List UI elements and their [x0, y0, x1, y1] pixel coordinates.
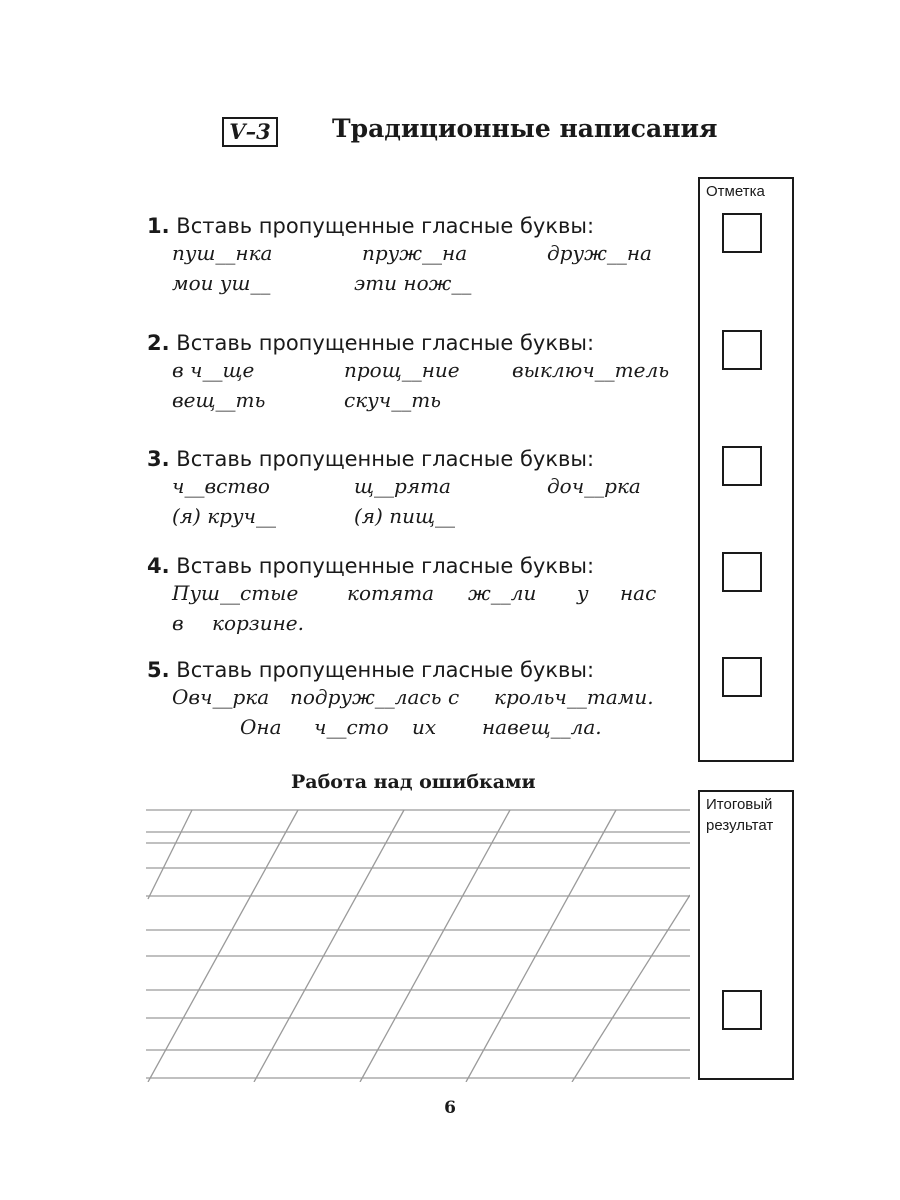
task-instruction — [147, 657, 692, 683]
work-section-title: Работа над ошибками — [291, 771, 536, 793]
word-gap-item[interactable]: друж__на — [547, 241, 652, 265]
task-2 — [147, 330, 692, 416]
word-gap-item[interactable]: нас — [620, 581, 657, 605]
word-gap-item[interactable]: щ__рята — [354, 474, 451, 498]
mark-checkbox-1[interactable] — [722, 213, 762, 253]
word-gap-item[interactable]: Пуш__стые — [172, 581, 299, 605]
word-gap-item[interactable]: выключ__тель — [512, 358, 670, 382]
page-title: Традиционные написания — [332, 114, 718, 143]
word-gap-item[interactable]: в ч__ще — [172, 358, 255, 382]
handwriting-grid[interactable] — [146, 806, 690, 1082]
word-gap-item[interactable]: пруж__на — [362, 241, 468, 265]
word-gap-item[interactable]: (я) пищ__ — [354, 504, 455, 528]
word-gap-item[interactable]: в — [172, 611, 184, 635]
task-number: 2. — [147, 331, 170, 355]
word-gap-item[interactable]: навещ__ла. — [482, 715, 602, 739]
word-gap-item[interactable]: крольч__тами. — [494, 685, 654, 709]
word-gap-item[interactable]: Овч__рка — [172, 685, 270, 709]
word-line — [172, 269, 692, 299]
word-gap-item[interactable]: скуч__ть — [344, 388, 442, 412]
task-3 — [147, 446, 692, 532]
word-line — [172, 713, 692, 743]
task-number: 4. — [147, 554, 170, 578]
word-gap-item[interactable]: котята — [347, 581, 435, 605]
word-gap-item[interactable]: корзине. — [212, 611, 304, 635]
task-instruction — [147, 553, 692, 579]
mark-checkbox-3[interactable] — [722, 446, 762, 486]
task-number: 1. — [147, 214, 170, 238]
word-gap-item[interactable]: доч__рка — [547, 474, 641, 498]
word-gap-item[interactable]: у — [577, 581, 589, 605]
task-instruction — [147, 330, 692, 356]
result-box-label: Итоговый результат — [706, 796, 774, 834]
word-line — [172, 356, 692, 386]
mark-column-label: Отметка — [706, 183, 765, 200]
word-line — [172, 579, 692, 609]
word-gap-item[interactable]: ч__вство — [172, 474, 270, 498]
task-instruction — [147, 213, 692, 239]
result-checkbox[interactable] — [722, 990, 762, 1030]
word-gap-item[interactable]: с — [448, 685, 460, 709]
word-gap-item[interactable]: подруж__лась — [290, 685, 442, 709]
task-instruction-text: Вставь пропущенные гласные буквы: — [176, 447, 595, 471]
task-1 — [147, 213, 692, 299]
word-line — [172, 386, 692, 416]
result-box — [698, 790, 794, 1080]
mark-checkbox-4[interactable] — [722, 552, 762, 592]
word-line — [172, 472, 692, 502]
word-gap-item[interactable]: эти нож__ — [354, 271, 472, 295]
task-number: 5. — [147, 658, 170, 682]
word-line — [172, 502, 692, 532]
task-4 — [147, 553, 692, 639]
word-gap-item[interactable]: вещ__ть — [172, 388, 266, 412]
page-number: 6 — [444, 1098, 456, 1118]
task-instruction-text: Вставь пропущенные гласные буквы: — [176, 331, 595, 355]
word-line — [172, 609, 692, 639]
task-instruction-text: Вставь пропущенные гласные буквы: — [176, 658, 595, 682]
word-gap-item[interactable]: их — [412, 715, 437, 739]
task-number: 3. — [147, 447, 170, 471]
task-instruction — [147, 446, 692, 472]
word-gap-item[interactable]: пуш__нка — [172, 241, 273, 265]
word-gap-item[interactable]: (я) круч__ — [172, 504, 276, 528]
word-line — [172, 239, 692, 269]
task-instruction-text: Вставь пропущенные гласные буквы: — [176, 214, 595, 238]
word-gap-item[interactable]: прощ__ние — [344, 358, 460, 382]
task-5 — [147, 657, 692, 743]
word-line — [172, 683, 692, 713]
word-gap-item[interactable]: ч__сто — [314, 715, 389, 739]
word-gap-item[interactable]: мои уш__ — [172, 271, 271, 295]
variant-code: V–3 — [222, 117, 278, 147]
mark-checkbox-5[interactable] — [722, 657, 762, 697]
word-gap-item[interactable]: ж__ли — [468, 581, 537, 605]
word-gap-item[interactable]: Она — [240, 715, 282, 739]
mark-checkbox-2[interactable] — [722, 330, 762, 370]
task-instruction-text: Вставь пропущенные гласные буквы: — [176, 554, 595, 578]
